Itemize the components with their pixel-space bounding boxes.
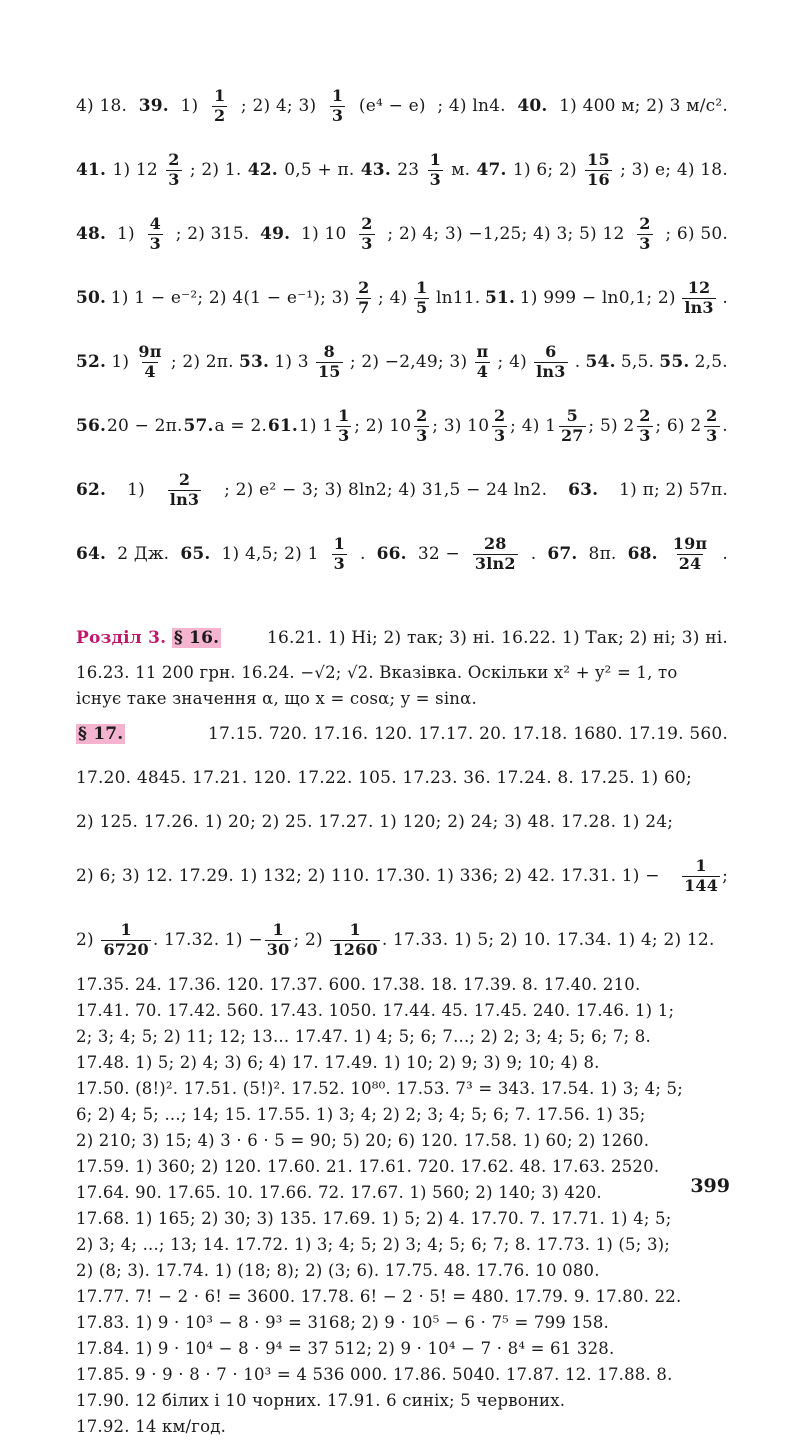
answer-text: ; 4) [378, 287, 408, 308]
fraction [265, 921, 292, 959]
denominator: 3 [149, 233, 161, 253]
denominator: 3 [338, 425, 350, 445]
denominator: 3 [429, 169, 441, 189]
answer-text: існує таке значення α, що x = cosα; y = sinα. [76, 689, 477, 709]
denominator: 3 [416, 425, 428, 445]
answer-line [76, 1050, 728, 1076]
answer-number: 48. [76, 223, 107, 244]
answer-text: ; 2) −2,49; 3) [349, 351, 468, 372]
answer-text: 20 − 2π. [106, 415, 183, 436]
answer-line [76, 1284, 728, 1310]
denominator: 27 [560, 425, 584, 445]
answer-line [76, 522, 728, 586]
fraction [148, 215, 163, 253]
answer-line [76, 1154, 728, 1180]
fraction [330, 921, 379, 959]
numerator: 6 [545, 342, 557, 362]
denominator: 3 [494, 425, 506, 445]
answer-number: 52. [76, 351, 107, 372]
denominator: 3 [361, 233, 373, 253]
answer-text: . [722, 287, 728, 308]
answer-text: м. [451, 159, 471, 180]
answer-line [76, 330, 728, 394]
fraction [682, 857, 720, 895]
numerator: 2 [494, 406, 506, 426]
answer-text: 1) 6; 2) [512, 159, 577, 180]
fraction [585, 151, 612, 189]
answer-line [76, 74, 728, 138]
answer-line [76, 138, 728, 202]
answer-text: 17.50. (8!)². 17.51. (5!)². 17.52. 10⁸⁰. 17.53. 7³ = 343. 17.54. 1) 3; 4; 5; [76, 1079, 684, 1099]
answer-text: 17.85. 9 · 9 · 8 · 7 · 10³ = 4 536 000. 17.86. 5040. 17.87. 12. 17.88. 8. [76, 1365, 673, 1385]
answer-number: 55. [659, 351, 690, 372]
answer-text: 2) 6; 3) 12. 17.29. 1) 132; 2) 110. 17.30. 1) 336; 2) 42. 17.31. 1) − [76, 865, 660, 886]
paragraph-16-marker: § 16. [173, 627, 220, 648]
answer-number: 56. [76, 415, 107, 436]
answer-line [76, 394, 728, 458]
answer-text: 17.15. 720. 17.16. 120. 17.17. 20. 17.18. 1680. 17.19. 560. [207, 723, 728, 744]
answer-text: ; 2) 4; 3) −1,25; 4) 3; 5) 12 [387, 223, 625, 244]
answer-number: 67. [547, 543, 578, 564]
fraction [336, 407, 351, 445]
answer-line [76, 458, 728, 522]
denominator: 16 [587, 169, 610, 189]
answer-number: 49. [260, 223, 291, 244]
fraction [637, 215, 652, 253]
denominator: ln3 [684, 297, 714, 317]
answer-text: 8π. [588, 543, 617, 564]
fraction [330, 87, 345, 125]
answer-text: ; 3) 10 [432, 415, 490, 436]
fraction [559, 407, 586, 445]
answer-text: 1) π; 2) 57π. [619, 479, 728, 500]
numerator: 15 [587, 150, 610, 170]
numerator: 2 [361, 214, 373, 234]
answer-text: . [359, 543, 366, 564]
denominator: ln3 [169, 489, 200, 509]
answer-text: 17.90. 12 білих і 10 чорних. 17.91. 6 синіх; 5 червоних. [76, 1391, 566, 1411]
answer-text: 32 − [417, 543, 460, 564]
numerator: 1 [695, 856, 707, 876]
denominator: 2 [213, 105, 226, 125]
answer-text: . [574, 351, 581, 372]
answer-number: 51. [484, 287, 516, 308]
answer-text: a = 2. [214, 415, 268, 436]
answer-text: 17.77. 7! − 2 · 6! = 3600. 17.78. 6! − 2 · 5! = 480. 17.79. 9. 17.80. 22. [76, 1287, 682, 1307]
answer-number: 66. [376, 543, 407, 564]
answer-text: 2; 3; 4; 5; 2) 11; 12; 13... 17.47. 1) 4; 5; 6; 7...; 2) 2; 3; 4; 5; 6; 7; 8. [76, 1027, 651, 1047]
answer-text: 16.23. 11 200 грн. 16.24. −√2; √2. Вказівка. Оскільки x² + y² = 1, то [76, 663, 678, 683]
fraction [473, 535, 518, 573]
answer-line [76, 1362, 728, 1388]
answer-number: 53. [238, 351, 270, 372]
denominator: 4 [476, 361, 489, 381]
answer-line [76, 1310, 728, 1336]
numerator: 1 [349, 920, 361, 940]
numerator: 1 [333, 534, 345, 554]
answer-text: 2) 3; 4; ...; 13; 14. 17.72. 1) 3; 4; 5; 2) 3; 4; 5; 6; 7; 8. 17.73. 1) (5; 3); [76, 1235, 671, 1255]
answer-text: 4) 18. [76, 95, 128, 116]
denominator: 30 [266, 939, 290, 959]
answer-text: 17.83. 1) 9 · 10³ − 8 · 9³ = 3168; 2) 9 · 10⁵ − 6 · 7⁵ = 799 158. [76, 1313, 609, 1333]
answer-text: 17.68. 1) 165; 2) 30; 3) 135. 17.69. 1) 5; 2) 4. 17.70. 7. 17.71. 1) 4; 5; [76, 1209, 672, 1229]
fraction [166, 151, 181, 189]
numerator: 2 [706, 406, 718, 426]
answer-text: 1) 4,5; 2) 1 [221, 543, 319, 564]
answer-line: 2) 6; 3) 12. 17.29. 1) 132; 2) 110. 17.30. 1) 336; 2) 42. 17.31. 1) − $\frac{1}{144}$ ; [76, 856, 728, 895]
denominator: 7 [358, 297, 370, 317]
answer-number: 62. [76, 479, 107, 500]
answer-line [76, 1232, 728, 1258]
answer-text: ; 6) 2 [655, 415, 702, 436]
answer-text: 17.92. 14 км/год. [76, 1417, 227, 1437]
numerator: 2 [639, 214, 651, 234]
answer-number: 54. [585, 351, 616, 372]
fraction [356, 279, 371, 317]
denominator: 3ln2 [474, 553, 516, 573]
answer-line [76, 1414, 728, 1440]
answer-text: ; 3) e; 4) 18. [620, 159, 728, 180]
answer-line [76, 1336, 728, 1362]
answer-text: . 17.33. 1) 5; 2) 10. 17.34. 1) 4; 2) 12. [381, 929, 715, 950]
answer-number: 57. [183, 415, 214, 436]
numerator: 19π [672, 534, 708, 554]
answer-text: ; 2) 10 [354, 415, 412, 436]
denominator: 3 [331, 105, 344, 125]
denominator: 4 [144, 361, 156, 381]
denominator: 3 [639, 233, 651, 253]
answer-text: ; 2) e² − 3; 3) 8ln2; 4) 31,5 − 24 ln2. [224, 479, 548, 500]
answer-text: 1) 1 − e⁻²; 2) 4(1 − e⁻¹); 3) [110, 287, 350, 308]
answer-number: 65. [180, 543, 211, 564]
section-title: Розділ 3. [76, 627, 167, 648]
denominator: 5 [416, 297, 428, 317]
answer-number: 47. [476, 159, 507, 180]
answer-text: ; 4) ln4. [437, 95, 506, 116]
answer-text: . 17.32. 1) − [152, 929, 263, 950]
answer-line [76, 998, 728, 1024]
denominator: 3 [639, 425, 651, 445]
answer-text: ; 2) 1. [189, 159, 242, 180]
answer-line [76, 800, 728, 844]
answer-line [76, 1024, 728, 1050]
answer-text: 17.84. 1) 9 · 10⁴ − 8 · 9⁴ = 37 512; 2) 9 · 10⁴ − 7 · 8⁴ = 61 328. [76, 1339, 615, 1359]
answer-text: 17.20. 4845. 17.21. 120. 17.22. 105. 17.23. 36. 17.24. 8. 17.25. 1) 60; [76, 767, 692, 788]
numerator: 1 [429, 150, 441, 170]
answer-text: 1) [111, 351, 130, 372]
numerator: 1 [338, 406, 350, 426]
numerator: 2 [416, 406, 428, 426]
numerator: 4 [149, 214, 161, 234]
answer-line [76, 660, 728, 686]
answer-text: 2) [76, 929, 94, 950]
denominator: 144 [684, 875, 719, 895]
fraction [492, 407, 507, 445]
denominator: 3 [333, 553, 345, 573]
answer-text: 1) [127, 479, 145, 500]
answer-line [76, 1258, 728, 1284]
answer-text: . [722, 543, 728, 564]
numerator: 2 [168, 150, 180, 170]
numerator: 1 [213, 86, 226, 106]
answer-line [76, 1102, 728, 1128]
answer-text: 2) 125. 17.26. 1) 20; 2) 25. 17.27. 1) 120; 2) 24; 3) 48. 17.28. 1) 24; [76, 811, 674, 832]
answer-line [76, 202, 728, 266]
answer-text: 1) 12 [112, 159, 158, 180]
numerator: 5 [566, 406, 578, 426]
section3-heading-line [76, 616, 728, 660]
answer-number: 40. [517, 95, 548, 116]
answer-text: 17.59. 1) 360; 2) 120. 17.60. 21. 17.61. 720. 17.62. 48. 17.63. 2520. [76, 1157, 660, 1177]
answer-number: 39. [138, 95, 169, 116]
denominator: 24 [678, 553, 702, 573]
fraction [682, 279, 715, 317]
answer-text: 1) 1 [298, 415, 334, 436]
answer-line [76, 1180, 728, 1206]
answer-text: 2 Дж. [117, 543, 170, 564]
answers-page [76, 74, 728, 1440]
fraction [212, 87, 227, 125]
fraction [428, 151, 443, 189]
numerator: 1 [416, 278, 428, 298]
fraction [332, 535, 347, 573]
answer-number: 42. [247, 159, 278, 180]
fraction [637, 407, 652, 445]
numerator: 8 [323, 342, 335, 362]
fraction-answers-block [76, 74, 728, 586]
fraction [101, 921, 150, 959]
answer-text: ; 5) 2 [588, 415, 635, 436]
fraction [414, 407, 429, 445]
answer-number: 41. [76, 159, 107, 180]
fraction [359, 215, 374, 253]
numerator: π [476, 342, 489, 362]
denominator: 1260 [332, 939, 378, 959]
page-number: 399 [690, 1175, 730, 1197]
answer-line [76, 972, 728, 998]
answer-text: 5,5. [620, 351, 655, 372]
answer-text: ; 2) [293, 929, 323, 950]
answer-number: 63. [568, 479, 599, 500]
numerator: 9π [138, 342, 162, 362]
fraction [136, 343, 163, 381]
numerator: 12 [687, 278, 711, 298]
numerator: 1 [120, 920, 132, 940]
answer-number: 68. [627, 543, 658, 564]
fraction [474, 343, 490, 381]
fraction [316, 343, 343, 381]
answer-text: 23 [397, 159, 420, 180]
answer-text: ln11. [435, 287, 481, 308]
answer-text: (e⁴ − e) [358, 95, 426, 116]
answer-text: 17.41. 70. 17.42. 560. 17.43. 1050. 17.44. 45. 17.45. 240. 17.46. 1) 1; [76, 1001, 675, 1021]
denominator: ln3 [536, 361, 566, 381]
numerator: 28 [483, 534, 507, 554]
dense-answers-block [76, 972, 728, 1440]
answer-text: ; 2) 4; 3) [240, 95, 317, 116]
answer-text: ; 4) [497, 351, 527, 372]
denominator: 6720 [103, 939, 149, 959]
paragraph-17-marker: § 17. [78, 723, 124, 744]
answer-text: 2) 210; 3) 15; 4) 3 · 6 · 5 = 90; 5) 20; 6) 120. 17.58. 1) 60; 2) 1260. [76, 1131, 650, 1151]
answer-text: 1) [116, 223, 135, 244]
answer-text: 17.35. 24. 17.36. 120. 17.37. 600. 17.38. 18. 17.39. 8. 17.40. 210. [76, 975, 641, 995]
answer-number: 64. [76, 543, 107, 564]
answer-text: 1) 999 − ln0,1; 2) [519, 287, 676, 308]
fraction [414, 279, 429, 317]
answer-text: 17.48. 1) 5; 2) 4; 3) 6; 4) 17. 17.49. 1) 10; 2) 9; 3) 9; 10; 4) 8. [76, 1053, 600, 1073]
answer-text: . [530, 543, 537, 564]
answer-text: 2) (8; 3). 17.74. 1) (18; 8); 2) (3; 6). 17.75. 48. 17.76. 10 080. [76, 1261, 600, 1281]
paragraph-17-line [76, 712, 728, 756]
numerator: 2 [358, 278, 370, 298]
numerator: 2 [639, 406, 651, 426]
denominator: 15 [317, 361, 341, 381]
numerator: 1 [272, 920, 284, 940]
fraction [704, 407, 719, 445]
fraction [168, 471, 201, 509]
answer-text: 6; 2) 4; 5; ...; 14; 15. 17.55. 1) 3; 4; 2) 2; 3; 4; 5; 6; 7. 17.56. 1) 35; [76, 1105, 646, 1125]
answer-text: ; 4) 1 [510, 415, 557, 436]
answer-number: 61. [267, 415, 299, 436]
answer-text: 16.21. 1) Ні; 2) так; 3) ні. 16.22. 1) Так; 2) ні; 3) ні. [266, 627, 728, 648]
answer-line [76, 1206, 728, 1232]
answer-text: 1) 3 [274, 351, 309, 372]
answer-text: 0,5 + π. [284, 159, 355, 180]
answer-text: 17.64. 90. 17.65. 10. 17.66. 72. 17.67. 1) 560; 2) 140; 3) 420. [76, 1183, 602, 1203]
answer-text: 1) 400 м; 2) 3 м/с². [559, 95, 728, 116]
answer-line [76, 1128, 728, 1154]
answer-line [76, 908, 728, 972]
numerator: 1 [331, 86, 344, 106]
answer-line [76, 686, 728, 712]
answer-line [76, 1076, 728, 1102]
answer-number: 43. [360, 159, 391, 180]
answer-line [76, 1388, 728, 1414]
answer-number: 50. [76, 287, 107, 308]
numerator: 2 [178, 470, 191, 490]
answer-text: ; 6) 50. [665, 223, 728, 244]
answer-line [76, 266, 728, 330]
denominator: 3 [168, 169, 180, 189]
answer-line [76, 756, 728, 800]
fraction [534, 343, 567, 381]
answer-text: 1) 10 [301, 223, 347, 244]
answer-text: . [722, 415, 728, 436]
answer-text: ; 2) 315. [175, 223, 250, 244]
answer-text: 2,5. [694, 351, 728, 372]
denominator: 3 [706, 425, 718, 445]
answer-text: 1) [180, 95, 199, 116]
fraction [671, 535, 710, 573]
answer-text: ; 2) 2π. [170, 351, 234, 372]
